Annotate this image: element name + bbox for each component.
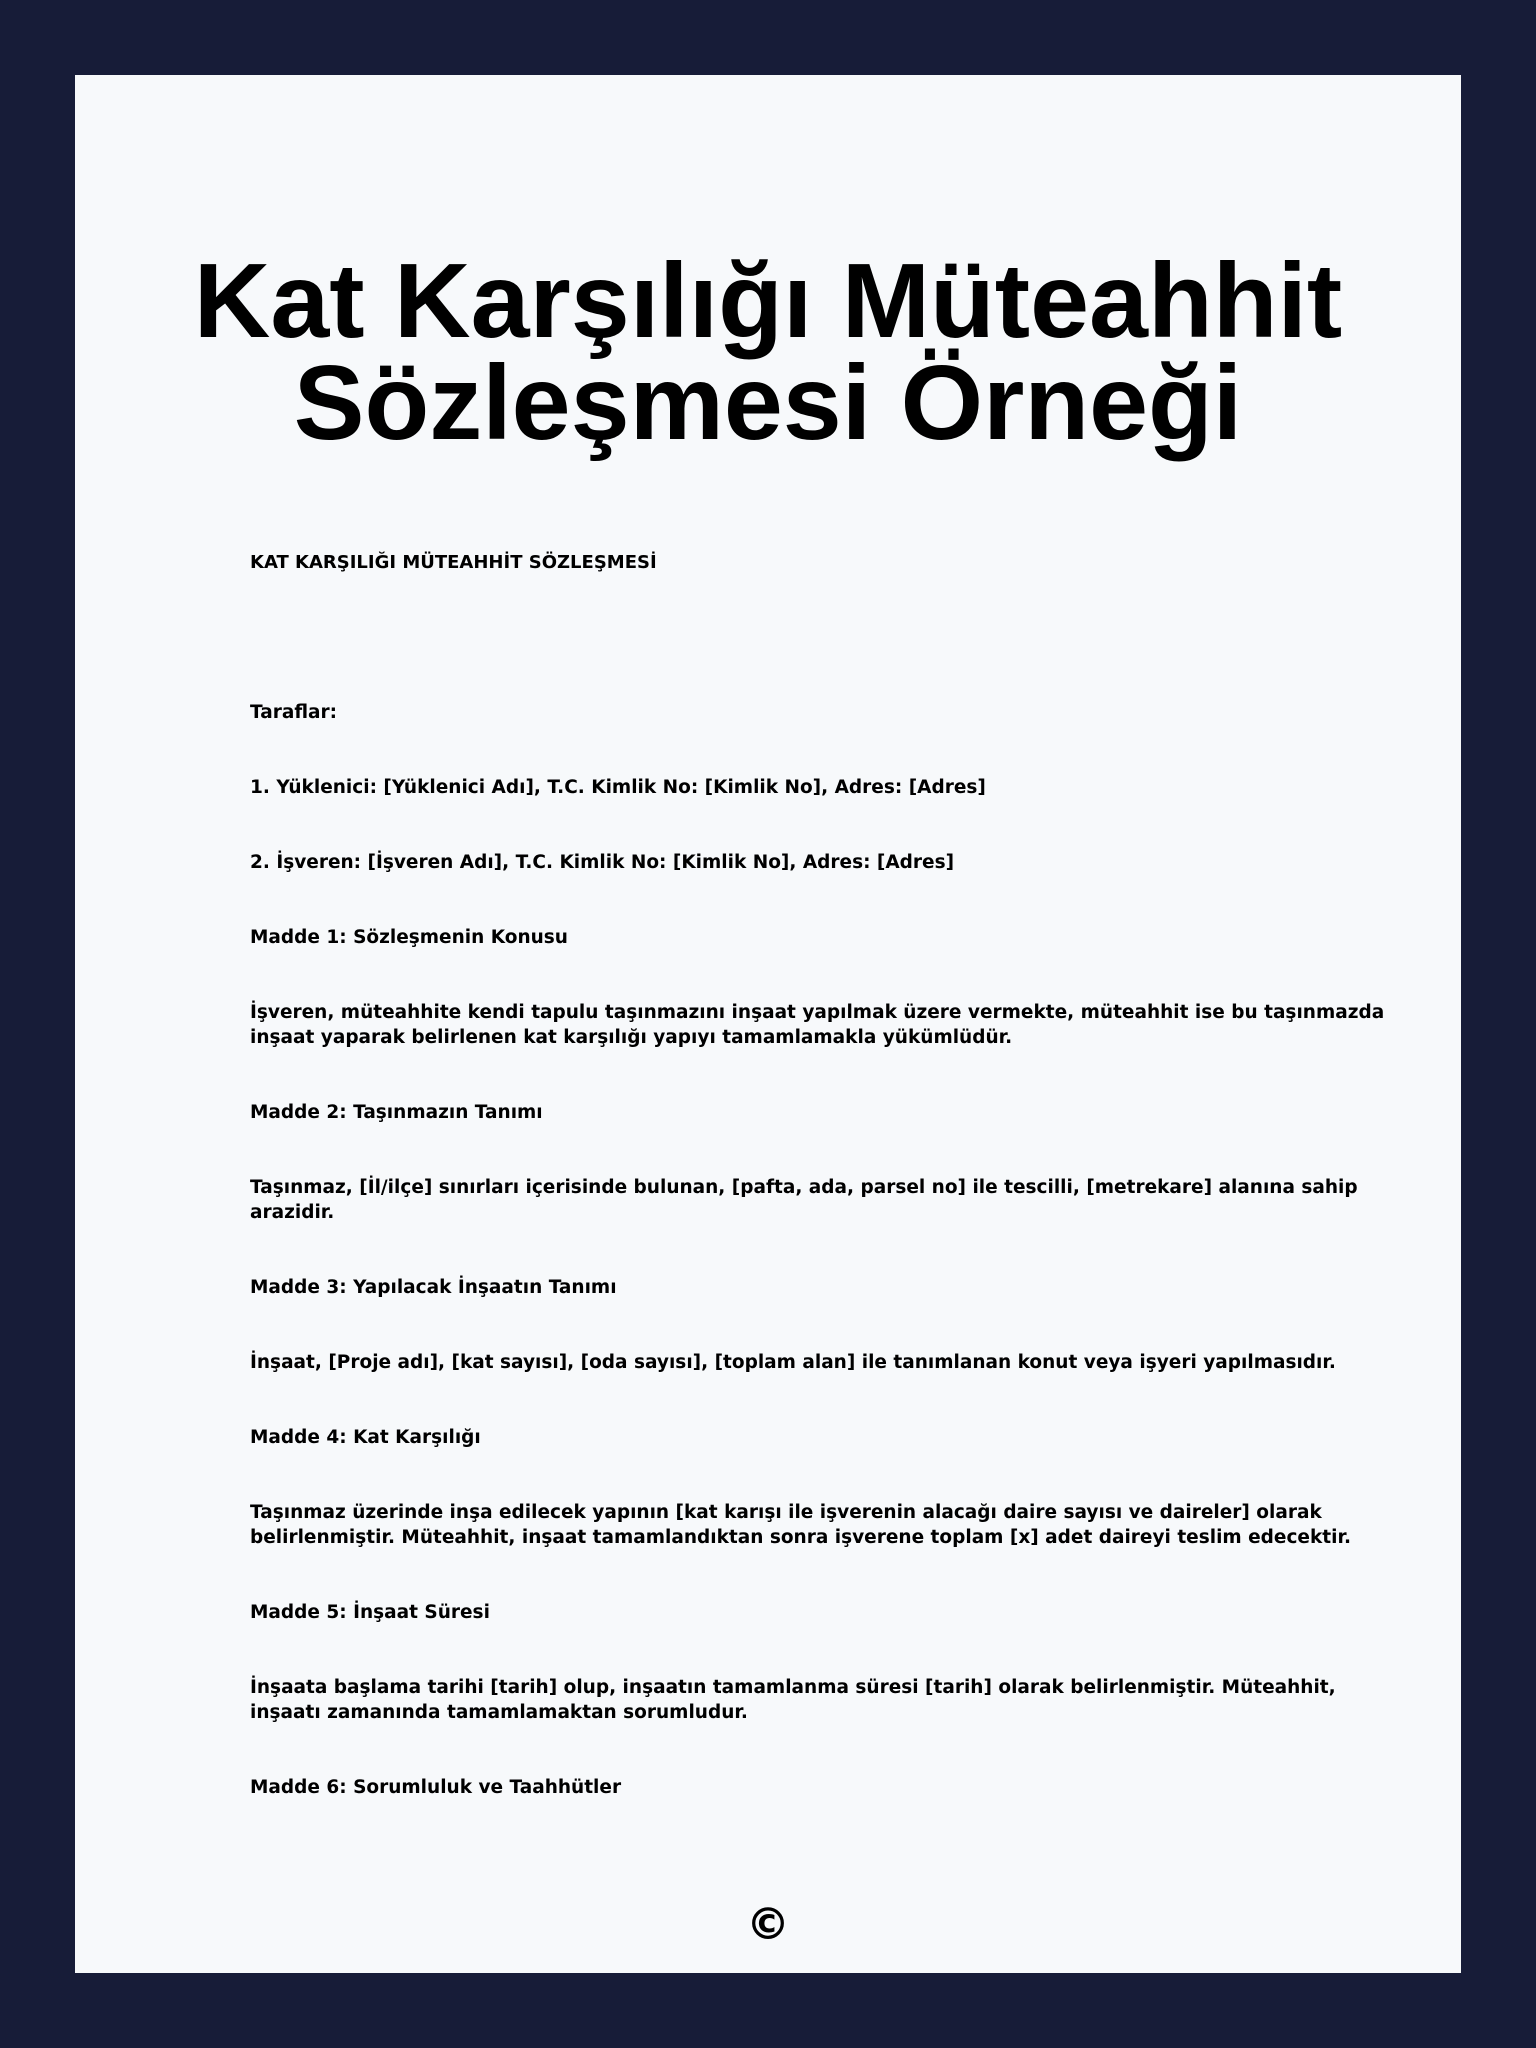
title-line-1: Kat Karşılığı Müteahhit [193, 242, 1343, 360]
article-2-text [250, 1175, 1358, 1225]
article-3-title: Madde 3: Yapılacak İnşaatın Tanımı [250, 1277, 617, 1298]
article-3-text: İnşaat, [Proje adı], [kat sayısı], [oda sayısı], [toplam alan] ile tanımlanan konut veya işyeri yapılmasıdır. [250, 1352, 1336, 1373]
article-5-text-line-2: inşaatı zamanında tamamlamaktan sorumludur. [250, 1702, 748, 1723]
parties-label: Taraflar: [250, 702, 338, 723]
article-4-text-line-2: belirlenmiştir. Müteahhit, inşaat tamamlandıktan sonra işverene toplam [x] adet daireyi teslim edecektir. [250, 1527, 1351, 1548]
article-1-title: Madde 1: Sözleşmenin Konusu [250, 927, 568, 948]
article-2-text-line-2: arazidir. [250, 1202, 335, 1223]
party-1: 1. Yüklenici: [Yüklenici Adı], T.C. Kimlik No: [Kimlik No], Adres: [Adres] [250, 777, 986, 798]
article-2-title: Madde 2: Taşınmazın Tanımı [250, 1102, 543, 1123]
article-1-text-line-2: inşaat yaparak belirlenen kat karşılığı yapıyı tamamlamakla yükümlüdür. [250, 1027, 1013, 1048]
article-1-text [250, 1000, 1384, 1050]
article-4-text [250, 1500, 1351, 1550]
title-line-2: Sözleşmesi Örneği [293, 344, 1243, 462]
article-6-title: Madde 6: Sorumluluk ve Taahhütler [250, 1777, 622, 1798]
contract-heading: KAT KARŞILIĞI MÜTEAHHİT SÖZLEŞMESİ [250, 552, 657, 573]
document-page [75, 75, 1461, 1973]
article-5-text [250, 1675, 1336, 1725]
copyright-icon: © [746, 1899, 790, 1950]
article-4-text-line-1: Taşınmaz üzerinde inşa edilecek yapının [kat karışı ile işverenin alacağı daire sayısı ve daireler] olarak [250, 1502, 1322, 1523]
article-5-title: Madde 5: İnşaat Süresi [250, 1602, 490, 1623]
document-title [75, 242, 1461, 462]
article-5-text-line-1: İnşaata başlama tarihi [tarih] olup, inşaatın tamamlanma süresi [tarih] olarak belirlenmiştir. Müteahhit, [250, 1677, 1336, 1698]
article-2-text-line-1: Taşınmaz, [İl/ilçe] sınırları içerisinde bulunan, [pafta, ada, parsel no] ile tescilli, [metrekare] alanına sahip [250, 1177, 1358, 1198]
article-1-text-line-1: İşveren, müteahhite kendi tapulu taşınmazını inşaat yapılmak üzere vermekte, müteahhit ise bu taşınmazda [250, 1002, 1385, 1023]
party-2: 2. İşveren: [İşveren Adı], T.C. Kimlik No: [Kimlik No], Adres: [Adres] [250, 852, 955, 873]
article-4-title: Madde 4: Kat Karşılığı [250, 1427, 481, 1448]
